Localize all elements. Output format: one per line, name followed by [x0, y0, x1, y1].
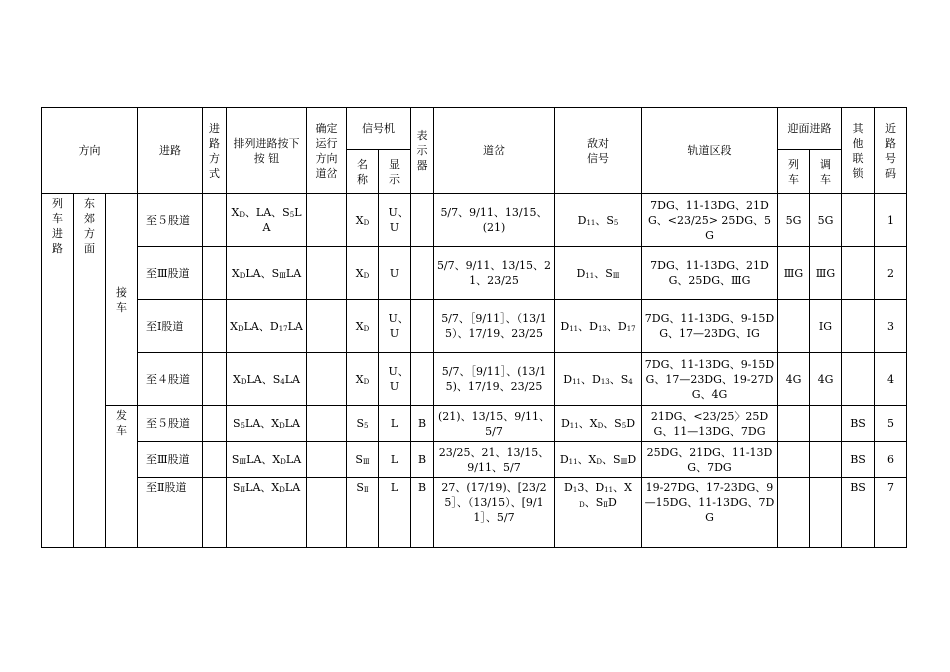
table-row	[42, 300, 907, 353]
track-cell: 21DG、<23/25〉25DG、11—13DG、7DG	[642, 406, 778, 442]
track-cell: 25DG、21DG、11-13DG、7DG	[642, 442, 778, 478]
route-mode-cell	[203, 353, 227, 406]
near-code-cell: 4	[875, 353, 907, 406]
table-row	[42, 478, 907, 548]
other-interlock-cell: BS	[842, 478, 875, 548]
header-signal-name: 名称	[347, 150, 379, 194]
header-hostile-signals: 敌对信号	[555, 108, 642, 194]
near-code-cell: 6	[875, 442, 907, 478]
buttons-cell: $S_5LA$、$X_DLA$	[227, 406, 307, 442]
route-mode-cell	[203, 300, 227, 353]
switches-cell: 5/7、［9/11］、(13/15)、17/19、23/25	[434, 353, 555, 406]
signal-display-cell: L	[379, 478, 411, 548]
hostile-cell: $D_{11}$、$S_5$	[555, 194, 642, 247]
track-cell: 7DG、11-13DG、9-15DG、17—23DG、19-27DG、4G	[642, 353, 778, 406]
header-other-interlock: 其他联锁	[842, 108, 875, 194]
switches-cell: 5/7、9/11、13/15、21、23/25	[434, 247, 555, 300]
header-signal: 信号机	[347, 108, 411, 150]
signal-name-cell: $X_D$	[347, 194, 379, 247]
header-direction: 方向	[42, 108, 138, 194]
face-train-cell	[778, 300, 810, 353]
indicator-cell: B	[411, 478, 434, 548]
switches-cell: 5/7、9/11、13/15、(21)	[434, 194, 555, 247]
signal-display-cell: U、U	[379, 300, 411, 353]
signal-name-cell: $X_D$	[347, 353, 379, 406]
switches-cell: 27、(17/19)、[23/25］、（13/15）、[9/11］、5/7	[434, 478, 555, 548]
face-train-cell: 4G	[778, 353, 810, 406]
route-type-cell: 列车进路	[42, 194, 74, 548]
track-cell: 7DG、11-13DG、9-15DG、17—23DG、ⅠG	[642, 300, 778, 353]
table-row	[42, 442, 907, 478]
route-mode-cell	[203, 442, 227, 478]
header-indicator: 表示器	[411, 108, 434, 194]
indicator-cell: B	[411, 442, 434, 478]
header-switch-fix: 确定运行方向道岔	[307, 108, 347, 194]
table-row	[42, 406, 907, 442]
near-code-cell: 3	[875, 300, 907, 353]
buttons-cell: $X_D$、LA、$S_5LA$	[227, 194, 307, 247]
hostile-cell: $D_13$、$D_{11}$、$X_D$、$S_ⅡD$	[555, 478, 642, 548]
signal-name-cell: $X_D$	[347, 247, 379, 300]
route-mode-cell	[203, 478, 227, 548]
hostile-cell: $D_{11}$、$D_{13}$、$S_4$	[555, 353, 642, 406]
buttons-cell: $S_ⅢLA$、$X_DLA$	[227, 442, 307, 478]
header-face-route: 迎面进路	[778, 108, 842, 150]
face-shunt-cell	[810, 406, 842, 442]
signal-display-cell: L	[379, 406, 411, 442]
depart-cell: 发车	[106, 406, 138, 548]
switches-cell: 23/25、21、13/15、9/11、5/7	[434, 442, 555, 478]
hostile-cell: $D_{11}$、$X_D$、$S_5D$	[555, 406, 642, 442]
switch-fix-cell	[307, 353, 347, 406]
header-signal-display: 显示	[379, 150, 411, 194]
face-train-cell	[778, 406, 810, 442]
header-switches: 道岔	[434, 108, 555, 194]
buttons-cell: $S_ⅡLA$、$X_DLA$	[227, 478, 307, 548]
route-cell: 至Ⅰ股道	[138, 300, 203, 353]
indicator-cell	[411, 300, 434, 353]
indicator-cell	[411, 247, 434, 300]
other-interlock-cell: BS	[842, 406, 875, 442]
track-cell: 7DG、11-13DG、21DG、25DG、ⅢG	[642, 247, 778, 300]
indicator-cell	[411, 353, 434, 406]
direction-cell: 东郊方面	[74, 194, 106, 548]
table-body	[42, 194, 907, 548]
switch-fix-cell	[307, 442, 347, 478]
switches-cell: 5/7、［9/11］、（13/15）、17/19、23/25	[434, 300, 555, 353]
buttons-cell: $X_DLA$、$S_4LA$	[227, 353, 307, 406]
header-route-mode: 进路方式	[203, 108, 227, 194]
signal-display-cell: U、U	[379, 194, 411, 247]
switches-cell: (21)、13/15、9/11、5/7	[434, 406, 555, 442]
indicator-cell: B	[411, 406, 434, 442]
route-mode-cell	[203, 406, 227, 442]
face-train-cell	[778, 442, 810, 478]
other-interlock-cell	[842, 300, 875, 353]
switch-fix-cell	[307, 478, 347, 548]
hostile-cell: $D_{11}$、$D_{13}$、$D_{17}$	[555, 300, 642, 353]
switch-fix-cell	[307, 247, 347, 300]
face-train-cell: 5G	[778, 194, 810, 247]
face-shunt-cell: 5G	[810, 194, 842, 247]
other-interlock-cell	[842, 247, 875, 300]
buttons-cell: $X_DLA$、$S_ⅢLA$	[227, 247, 307, 300]
route-cell: 至５股道	[138, 194, 203, 247]
signal-name-cell: $S_Ⅲ$	[347, 442, 379, 478]
buttons-cell: $X_DLA$、$D_{17}LA$	[227, 300, 307, 353]
track-cell: 7DG、11-13DG、21DG、<23/25> 25DG、5G	[642, 194, 778, 247]
face-shunt-cell: ⅠG	[810, 300, 842, 353]
route-cell: 至Ⅲ股道	[138, 442, 203, 478]
face-shunt-cell	[810, 442, 842, 478]
indicator-cell	[411, 194, 434, 247]
switch-fix-cell	[307, 406, 347, 442]
route-mode-cell	[203, 247, 227, 300]
interlocking-table-container	[41, 107, 907, 548]
other-interlock-cell	[842, 194, 875, 247]
table-row	[42, 247, 907, 300]
header-face-train: 列车	[778, 150, 810, 194]
hostile-cell: $D_{11}$、$S_Ⅲ$	[555, 247, 642, 300]
other-interlock-cell	[842, 353, 875, 406]
face-shunt-cell	[810, 478, 842, 548]
track-cell: 19-27DG、17-23DG、9—15DG、11-13DG、7DG	[642, 478, 778, 548]
route-cell: 至Ⅲ股道	[138, 247, 203, 300]
face-train-cell	[778, 478, 810, 548]
header-face-shunt: 调车	[810, 150, 842, 194]
route-cell: 至Ⅱ股道	[138, 478, 203, 548]
face-shunt-cell: 4G	[810, 353, 842, 406]
signal-name-cell: $S_5$	[347, 406, 379, 442]
other-interlock-cell: BS	[842, 442, 875, 478]
face-shunt-cell: ⅢG	[810, 247, 842, 300]
header-near-code: 近路号码	[875, 108, 907, 194]
receive-cell: 接车	[106, 194, 138, 406]
switch-fix-cell	[307, 300, 347, 353]
signal-name-cell: $S_Ⅱ$	[347, 478, 379, 548]
header-buttons: 排列进路按下按 钮	[227, 108, 307, 194]
signal-name-cell: $X_D$	[347, 300, 379, 353]
near-code-cell: 2	[875, 247, 907, 300]
signal-display-cell: L	[379, 442, 411, 478]
route-mode-cell	[203, 194, 227, 247]
switch-fix-cell	[307, 194, 347, 247]
signal-display-cell: U	[379, 247, 411, 300]
route-cell: 至５股道	[138, 406, 203, 442]
table-row	[42, 353, 907, 406]
hostile-cell: $D_{11}$、$X_D$、$S_ⅢD$	[555, 442, 642, 478]
near-code-cell: 5	[875, 406, 907, 442]
route-cell: 至４股道	[138, 353, 203, 406]
table-row	[42, 194, 907, 247]
near-code-cell: 7	[875, 478, 907, 548]
header-track-sections: 轨道区段	[642, 108, 778, 194]
header-route: 进路	[138, 108, 203, 194]
signal-display-cell: U、U	[379, 353, 411, 406]
face-train-cell: ⅢG	[778, 247, 810, 300]
interlocking-table	[41, 107, 907, 548]
near-code-cell: 1	[875, 194, 907, 247]
